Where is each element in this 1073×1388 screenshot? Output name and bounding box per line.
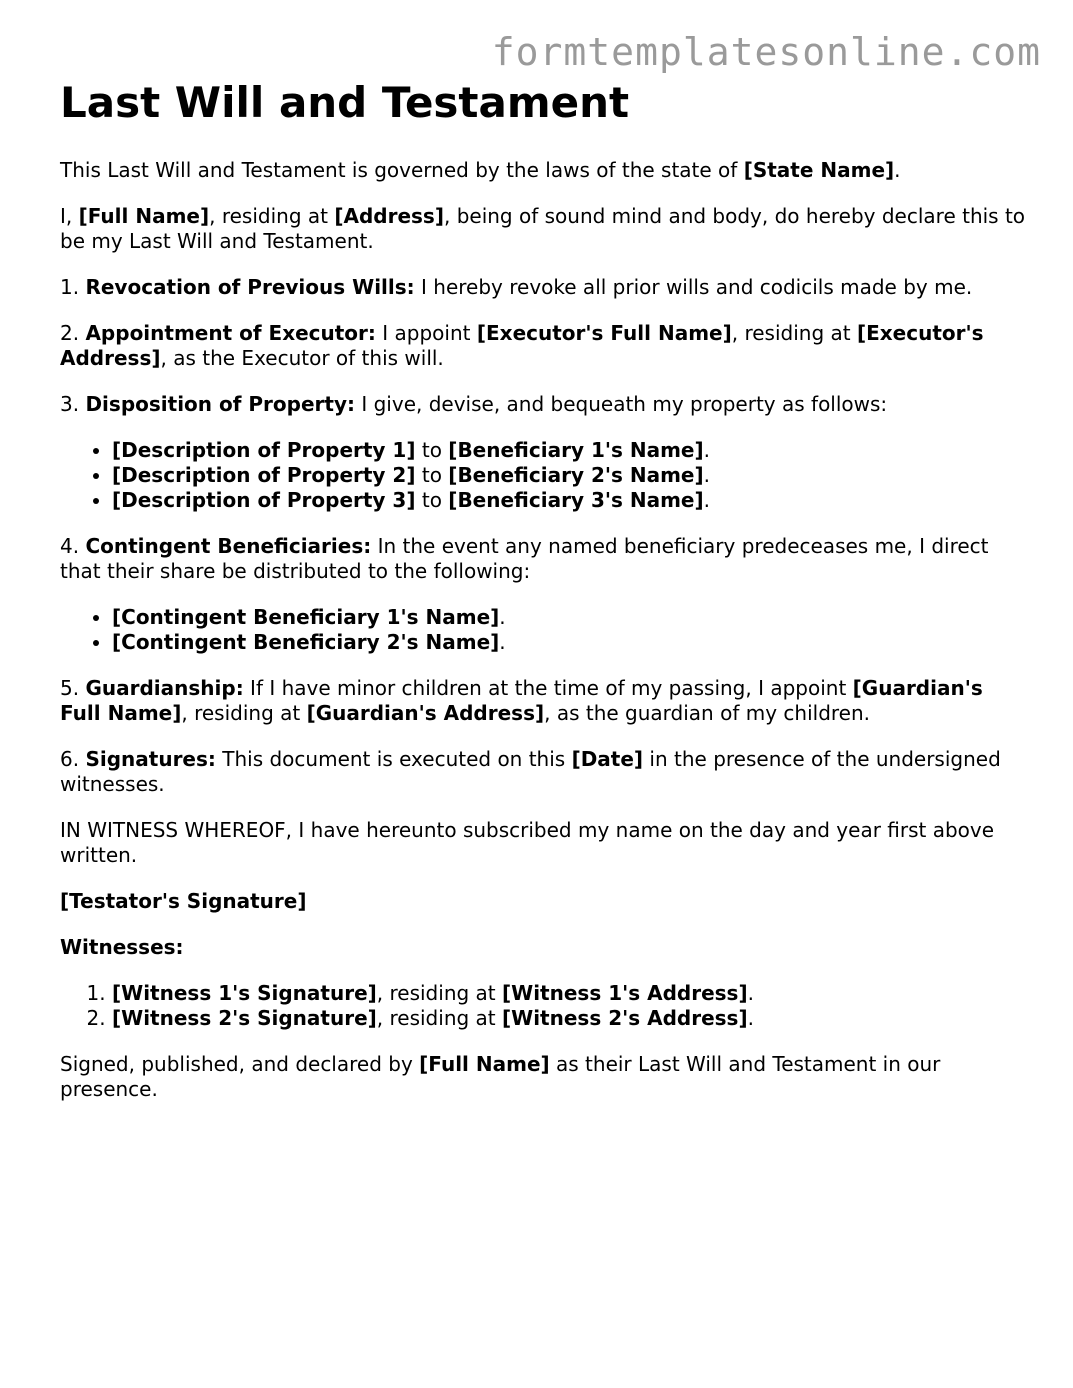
executor-address-placeholder: [Executor's Address]: [60, 321, 984, 370]
watermark: formtemplatesonline.com: [491, 30, 1041, 74]
clause-heading: Guardianship:: [85, 676, 244, 700]
witness-whereof-paragraph: IN WITNESS WHEREOF, I have hereunto subscribed my name on the day and year first above written.: [60, 818, 995, 867]
clause-heading: Signatures:: [85, 747, 216, 771]
closing-paragraph: Signed, published, and declared by [Full Name] as their Last Will and Testament in our presence.: [60, 1052, 941, 1101]
testator-signature-line: [Testator's Signature]: [60, 889, 307, 913]
document-title: Last Will and Testament: [60, 78, 630, 127]
clause-heading: Contingent Beneficiaries:: [85, 534, 372, 558]
clause-heading: Appointment of Executor:: [85, 321, 376, 345]
property-list-item: • [Description of Property 2] to [Beneficiary 2's Name].: [112, 463, 1030, 488]
state-name-placeholder: [State Name]: [743, 158, 895, 182]
revocation-clause: 1. Revocation of Previous Wills: I hereby revoke all prior wills and codicils made by me.: [60, 275, 973, 299]
property-list-item: • [Description of Property 1] to [Beneficiary 1's Name].: [112, 438, 1030, 463]
guardianship-clause: 5. Guardianship: If I have minor children at the time of my passing, I appoint [Guardian's Full Name], residing at [Guardian's Address], as the guardian of my children.: [60, 676, 983, 725]
clause-heading: Revocation of Previous Wills:: [85, 275, 415, 299]
guardian-address-placeholder: [Guardian's Address]: [306, 701, 545, 725]
executor-name-placeholder: [Executor's Full Name]: [476, 321, 732, 345]
clause-heading: Disposition of Property:: [85, 392, 355, 416]
contingent-list-item: • [Contingent Beneficiary 2's Name].: [112, 630, 1030, 655]
guardian-name-placeholder: [Guardian's Full Name]: [60, 676, 983, 725]
witness-list-item: 1. [Witness 1's Signature], residing at [Witness 1's Address].: [112, 981, 1030, 1006]
witness-list-item: 2. [Witness 2's Signature], residing at [Witness 2's Address].: [112, 1006, 1030, 1031]
contingent-beneficiaries-list: [60, 605, 1030, 655]
date-placeholder: [Date]: [571, 747, 644, 771]
declaration-paragraph: I, [Full Name], residing at [Address], being of sound mind and body, do hereby declare this to be my Last Will and Testament.: [60, 204, 1026, 253]
contingent-beneficiaries-clause: 4. Contingent Beneficiaries: In the event any named beneficiary predeceases me, I direct that their share be distributed to the following:: [60, 534, 989, 583]
full-name-placeholder: [Full Name]: [78, 204, 210, 228]
address-placeholder: [Address]: [334, 204, 444, 228]
signatures-clause: 6. Signatures: This document is executed on this [Date] in the presence of the undersigned witnesses.: [60, 747, 1001, 796]
executor-clause: 2. Appointment of Executor: I appoint [Executor's Full Name], residing at [Executor's Address], as the Executor of this will.: [60, 321, 984, 370]
property-clause: 3. Disposition of Property: I give, devise, and bequeath my property as follows:: [60, 392, 888, 416]
document-body: [60, 78, 1030, 1123]
full-name-placeholder: [Full Name]: [419, 1052, 550, 1076]
governing-law-paragraph: This Last Will and Testament is governed by the laws of the state of [State Name].: [60, 158, 901, 182]
property-list: [60, 438, 1030, 513]
contingent-list-item: • [Contingent Beneficiary 1's Name].: [112, 605, 1030, 630]
property-list-item: • [Description of Property 3] to [Beneficiary 3's Name].: [112, 488, 1030, 513]
witnesses-heading: Witnesses:: [60, 935, 184, 959]
witnesses-list: [60, 981, 1030, 1031]
